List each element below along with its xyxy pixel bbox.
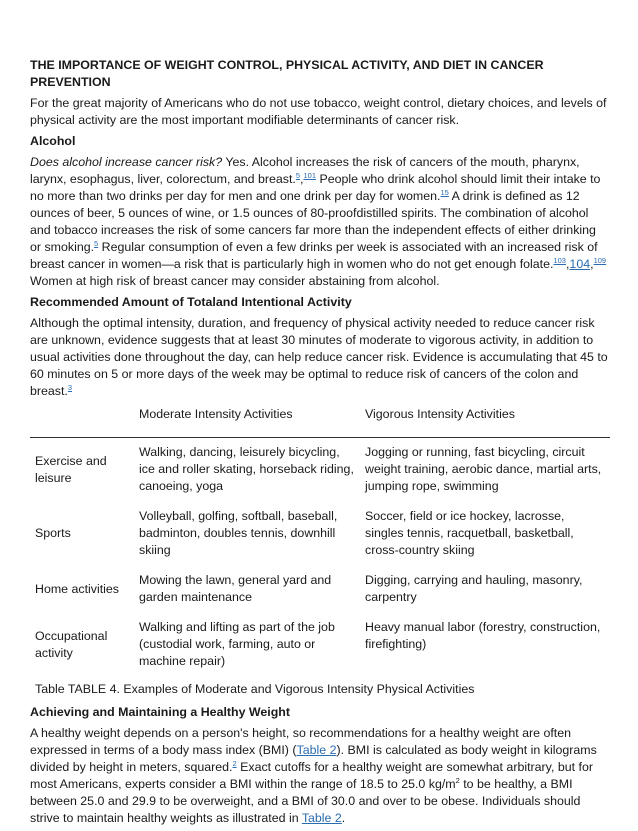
row-label: Occupational activity — [35, 628, 108, 660]
alcohol-text-1: Yes. Alcohol increases the risk of cancers of the mouth, pharynx, larynx, esophagus, liver, colorectum, and breast. — [30, 155, 580, 186]
table-cell: Heavy manual labor (forestry, construction, firefighting) — [365, 620, 601, 651]
table-cell: Walking, dancing, leisurely bicycling, ice and roller skating, horseback riding, canoeing, yoga — [135, 438, 361, 503]
citation-link[interactable]: 15 — [440, 187, 449, 197]
page-title: THE IMPORTANCE OF WEIGHT CONTROL, PHYSICAL ACTIVITY, AND DIET IN CANCER PREVENTION — [30, 58, 544, 89]
alcohol-paragraph — [30, 154, 610, 290]
weight-heading: Achieving and Maintaining a Healthy Weight — [30, 705, 291, 719]
citation-link[interactable]: 5 — [94, 238, 99, 248]
row-label: Home activities — [35, 581, 120, 596]
row-label: Sports — [35, 526, 71, 540]
weight-text-4: to be healthy, a BMI between 25.0 and 29.9 to be overweight, and a BMI of 30.0 and over to be obese. Individuals should strive to maintain healthy weights as illustrated in — [30, 777, 581, 825]
citation-link[interactable]: 2 — [232, 758, 237, 768]
table-cell: Walking and lifting as part of the job (custodial work, farming, auto or machine repair) — [139, 620, 335, 668]
alcohol-text-3: A drink is defined as 12 ounces of beer, 5 ounces of wine, or 1.5 ounces of 80-proofdistilled spirits. The combination of alcohol and tobacco increases the risk of some cancers far more than the independent effects of either drinking or smoking. — [30, 189, 596, 254]
table-row — [30, 613, 610, 677]
weight-text-3: Exact cutoffs for a healthy weight are somewhat arbitrary, but for most Americans, experts consider a BMI within the range of 18.5 to 25.0 kg/m — [30, 760, 593, 791]
table-row — [30, 502, 610, 566]
activities-table — [30, 406, 610, 677]
alcohol-text-4: Regular consumption of even a few drinks per week is associated with an increased risk of breast cancer in women—a risk that is particularly high in women who do not get enough folate. — [30, 240, 598, 271]
weight-text-2: ). BMI is calculated as body weight in kilograms divided by height in meters, squared. — [30, 743, 597, 774]
row-label: Exercise and leisure — [30, 438, 135, 503]
table-cell: Soccer, field or ice hockey, lacrosse, singles tennis, racquetball, basketball, cross-country skiing — [365, 509, 574, 557]
intro-paragraph: For the great majority of Americans who do not use tobacco, weight control, dietary choices, and levels of physical activity are the most important modifiable determinants of cancer risk. — [30, 96, 607, 127]
citation-link[interactable]: 5 — [295, 170, 301, 180]
table-2-link[interactable]: Table 2 — [296, 743, 337, 757]
citation-separator: , — [590, 257, 594, 271]
citation-separator: , — [300, 172, 304, 186]
table-header-cell: Moderate Intensity Activities — [139, 407, 293, 421]
table-cell: Jogging or running, fast bicycling, circuit weight training, aerobic dance, martial arts, jumping rope, swimming — [361, 438, 610, 503]
citation-link[interactable]: 104 — [569, 257, 591, 271]
citation-link[interactable]: 109 — [593, 255, 607, 265]
alcohol-text-2: People who drink alcohol should limit their intake to no more than two drinks per day for men and one drink per day for women. — [30, 172, 601, 203]
table-caption: Table TABLE 4. Examples of Moderate and Vigorous Intensity Physical Activities — [35, 682, 475, 696]
squared-superscript: 2 — [455, 775, 460, 785]
table-row — [30, 566, 610, 613]
table-row — [30, 438, 610, 503]
activity-heading: Recommended Amount of Totaland Intentional Activity — [30, 295, 352, 309]
citation-separator: , — [565, 257, 570, 271]
activity-text: Although the optimal intensity, duration, and frequency of physical activity needed to reduce cancer risk are unknown, evidence suggests that at least 30 minutes of moderate to vigorous activity, in addition to usual activities done throughout the day, can help reduce cancer risk. Evidence is accumulating that 45 to 60 minutes on 5 or more days of the week may be optimal to reduce risk of cancers of the colon and breast. — [30, 316, 608, 398]
alcohol-heading: Alcohol — [30, 134, 76, 148]
citation-link[interactable]: 3 — [67, 382, 73, 392]
citation-link[interactable]: 103 — [553, 255, 566, 265]
table-cell: Volleyball, golfing, softball, baseball, badminton, doubles tennis, downhill skiing — [139, 509, 338, 557]
alcohol-question: Does alcohol increase cancer risk? — [30, 155, 223, 169]
document-page — [30, 57, 610, 831]
table-cell: Mowing the lawn, general yard and garden maintenance — [139, 573, 332, 604]
weight-text-5: . — [341, 811, 346, 825]
table-2-link[interactable]: Table 2 — [301, 811, 342, 825]
table-header-row — [30, 406, 610, 438]
weight-text-1: A healthy weight depends on a person's height, so recommendations for a healthy weight are often expressed in terms of a body mass index (BMI) ( — [30, 726, 572, 757]
table-header-cell: Vigorous Intensity Activities — [365, 407, 515, 421]
table-header-cell — [30, 406, 135, 438]
table-cell: Digging, carrying and hauling, masonry, carpentry — [365, 573, 583, 604]
activity-paragraph — [30, 315, 610, 400]
citation-link[interactable]: 101 — [303, 170, 316, 180]
weight-paragraph — [30, 725, 610, 827]
alcohol-text-5: Women at high risk of breast cancer may consider abstaining from alcohol. — [30, 274, 440, 288]
